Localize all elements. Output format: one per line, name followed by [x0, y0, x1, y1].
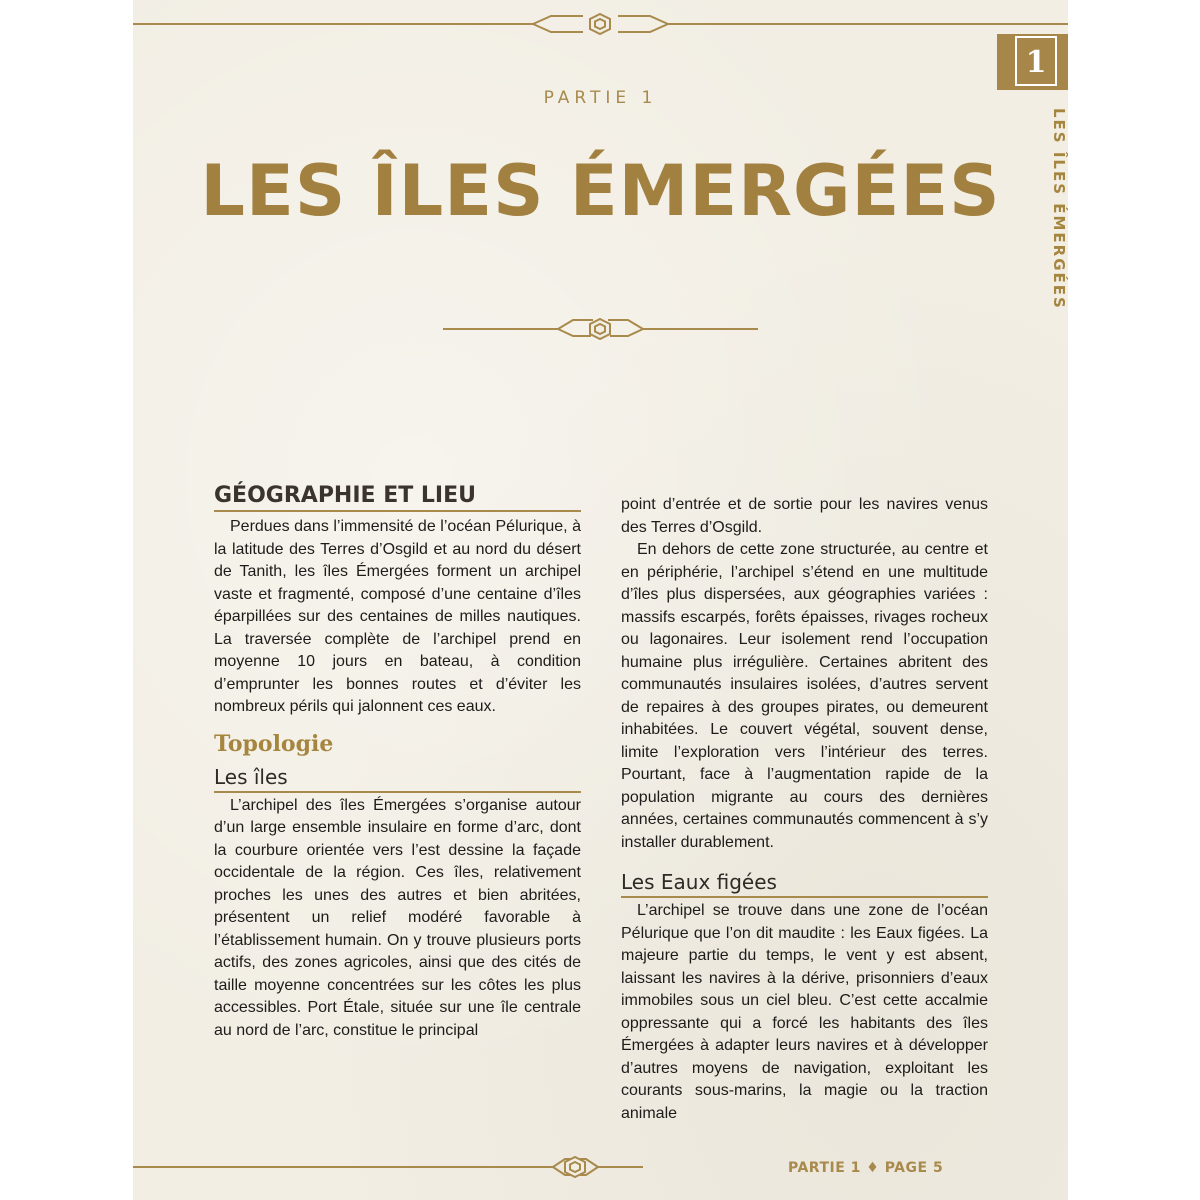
paragraph-iles-continuation: point d’entrée et de sortie pour les navires venus des Terres d’Osgild. — [621, 496, 988, 536]
right-column — [621, 494, 988, 1125]
paragraph-eaux: L’archipel se trouve dans une zone de l’océan Pélurique que l’on dit maudite : les Eaux figées. La majeure partie du temps, le vent y est absent, laissant les navires à la dérive, prisonniers d’eaux immobiles sous un ciel bleu. C’est cette accalmie oppressante qui a forcé les habitants des îles Émergées à adapter leurs navires et à développer d’autres moyens de navigation, exploitant les courants sous-marins, la magie ou la traction animale — [621, 902, 988, 1122]
paragraph-iles-2: En dehors de cette zone structurée, au centre et en périphérie, l’archipel s’étend en une multitude d’îles plus dispersées, aux géographies variées : massifs escarpés, forêts épaisses, rivages rocheux ou lagonaires. Leur isolement rend l’occupation humaine plus irrégulière. Certaines abritent des communautés insulaires isolées, d’autres servent de repaires à des groupes pirates, ou demeurent inhabitées. Le couvert végétal, souvent dense, limite l’exploration vers l’intérieur des terres. Pourtant, face à l’augmentation rapide de la population migrante au cours des dernières années, certaines communautés commencent à s’y installer durablement. — [621, 541, 988, 851]
section-heading-geographie: GÉOGRAPHIE ET LIEU — [214, 483, 581, 512]
page — [133, 0, 1068, 1200]
page-footer: PARTIE 1 ♦ PAGE 5 — [788, 1160, 944, 1176]
section-heading-topologie: Topologie — [214, 730, 334, 757]
page-title: LES ÎLES ÉMERGÉES — [200, 150, 1001, 232]
chapter-number: 1 — [1015, 36, 1057, 86]
paragraph-geographie: Perdues dans l’immensité de l’océan Pélurique, à la latitude des Terres d’Osgild et au nord du désert de Tanith, les îles Émergées forment un archipel vaste et fragmenté, composé d’une centaine d’îles éparpillées sur des centaines de milles nautiques. La traversée complète de l’archipel prend en moyenne 10 jours en bateau, à condition d’emprunter les bonnes routes et d’éviter les nombreux périls qui jalonnent ces eaux. — [214, 518, 581, 715]
subsection-heading-iles: Les îles — [214, 765, 581, 793]
top-ornament — [133, 10, 1068, 40]
subsection-heading-eaux: Les Eaux figées — [621, 870, 988, 898]
title-ornament — [443, 312, 758, 346]
part-label: PARTIE 1 — [543, 88, 658, 108]
left-column — [214, 483, 581, 1042]
side-chapter-title: LES ÎLES ÉMERGÉES — [1050, 108, 1068, 310]
paragraph-iles: L’archipel des îles Émergées s’organise autour d’un large ensemble insulaire en forme d’arc, dont la courbure orientée vers l’est dessine la façade occidentale de la région. Ces îles, relativement proches les unes des autres et bien abritées, présentent un relief modéré favorable à l’établissement humain. On y trouve plusieurs ports actifs, des zones agricoles, ainsi que des cités de taille moyenne concentrées sur les côtes les plus accessibles. Port Étale, située sur une île centrale au nord de l’arc, constitue le principal — [214, 796, 581, 1039]
